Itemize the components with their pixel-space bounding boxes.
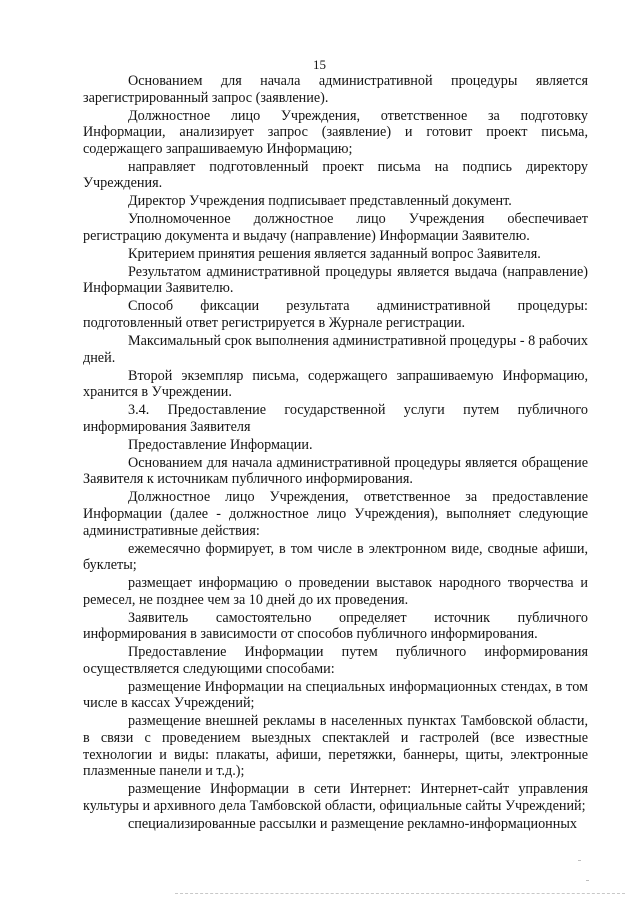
paragraph: Уполномоченное должностное лицо Учреждения обеспечивает регистрацию документа и выдачу (направление) Информации Заявителю. [83,211,588,244]
page-number: 15 [313,57,326,72]
paragraph: Критерием принятия решения является заданный вопрос Заявителя. [128,245,541,262]
paragraph: Второй экземпляр письма, содержащего запрашиваемую Информацию, хранится в Учреждении. [83,367,588,401]
paragraph: Предоставление Информации. [128,436,313,453]
scan-speck [578,860,581,861]
paragraph: Основанием для начала административной процедуры является обращение Заявителя к источникам публичного информирования. [83,454,588,488]
list-item: размещение Информации на специальных информационных стендах, в том числе в кассах Учреждений; [83,678,588,712]
paragraph: Основанием для начала административной процедуры является зарегистрированный запрос (заявление). [83,73,588,106]
list-item: ежемесячно формирует, в том числе в электронном виде, сводные афиши, буклеты; [83,540,588,574]
list-item: размещение внешней рекламы в населенных пунктах Тамбовской области, в связи с проведением выездных спектаклей и гастролей (все известные технологии и виды: плакаты, афиши, перетяжки, баннеры, щиты, электронные плазменные панели и т.д.); [83,713,588,780]
list-item: размещение Информации в сети Интернет: Интернет-сайт управления культуры и архивного дела Тамбовской области, официальные сайты Учреждений; [83,781,588,814]
paragraph: Предоставление Информации путем публичного информирования осуществляется следующими способами: [83,644,588,677]
paragraph: Способ фиксации результата административной процедуры: подготовленный ответ регистрируется в Журнале регистрации. [83,298,588,332]
paragraph: Максимальный срок выполнения административной процедуры - 8 рабочих дней. [83,333,588,366]
section-heading: 3.4. Предоставление государственной услуги путем публичного информирования Заявителя [83,402,588,435]
paragraph: Результатом административной процедуры является выдача (направление) Информации Заявителю. [83,263,588,297]
scan-speck [586,880,589,881]
paragraph: направляет подготовленный проект письма на подпись директору Учреждения. [83,158,588,192]
paragraph: Должностное лицо Учреждения, ответственное за подготовку Информации, анализирует запрос (заявление) и готовит проект письма, содержащего запрашиваемую Информацию; [83,107,588,157]
scan-edge-line [175,893,625,894]
list-item: размещает информацию о проведении выставок народного творчества и ремесел, не позднее чем за 10 дней до их проведения. [83,575,588,608]
paragraph: Должностное лицо Учреждения, ответственное за предоставление Информации (далее - должностное лицо Учреждения), выполняет следующие административные действия: [83,489,588,539]
paragraph: Директор Учреждения подписывает представленный документ. [128,193,512,210]
document-body [83,73,588,834]
list-item: специализированные рассылки и размещение рекламно-информационных [128,815,577,832]
paragraph: Заявитель самостоятельно определяет источник публичного информирования в зависимости от способов публичного информирования. [83,609,588,643]
